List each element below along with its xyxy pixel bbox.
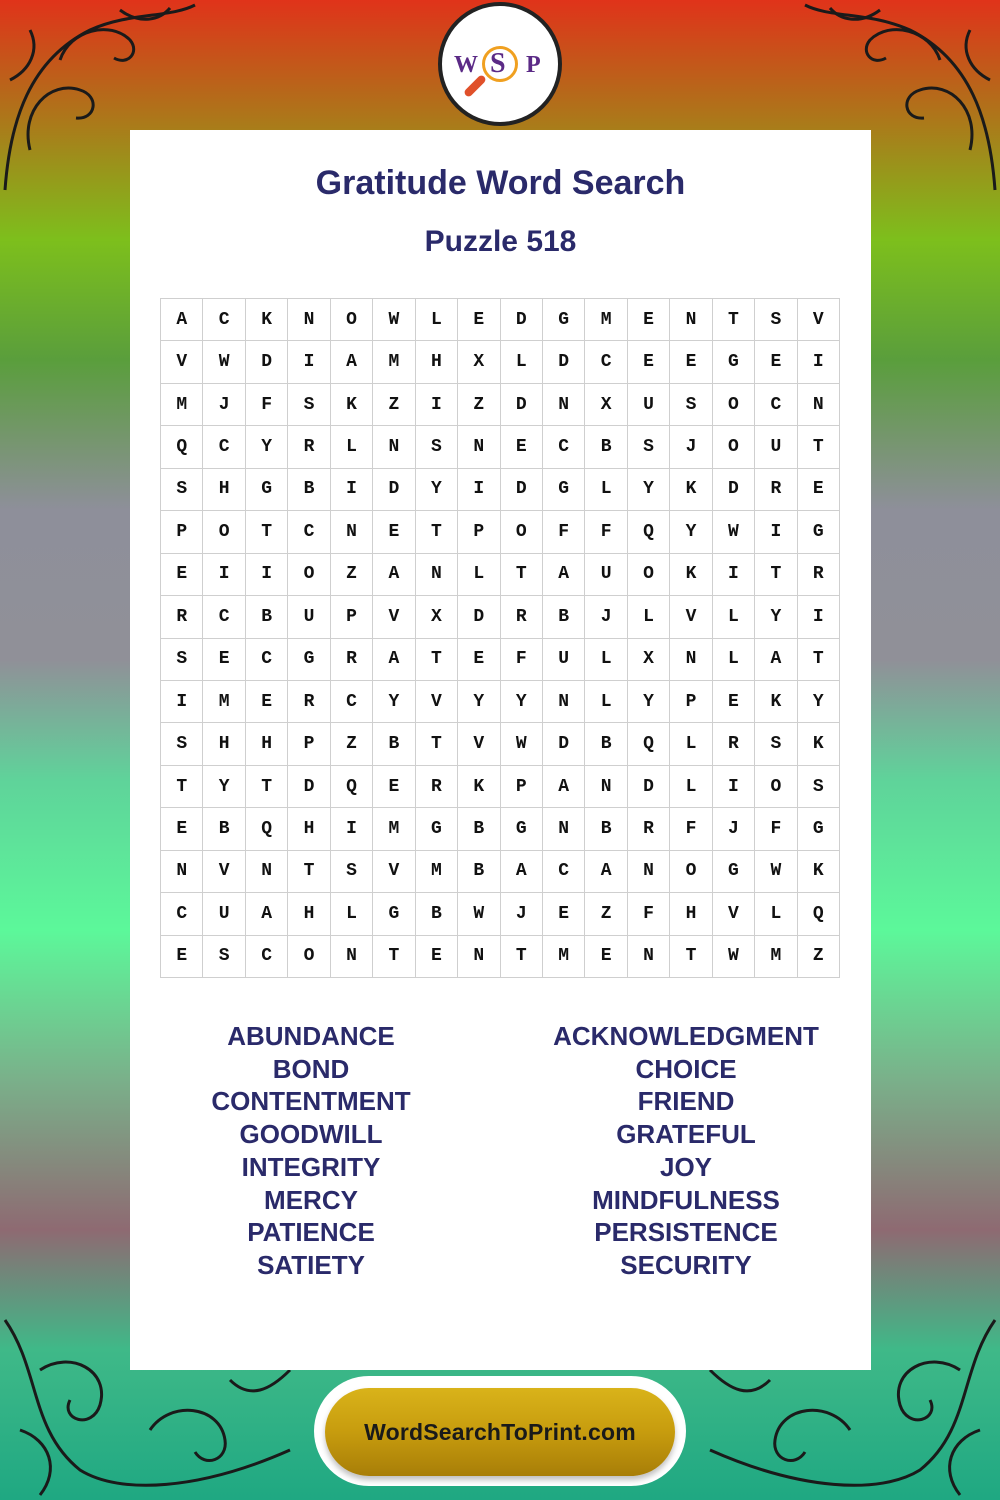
grid-cell[interactable]: N <box>458 936 500 978</box>
footer-link-button[interactable] <box>325 1388 675 1476</box>
footer-site-name: WordSearchToPrint.com <box>364 1418 636 1445</box>
grid-cell[interactable]: E <box>203 639 245 681</box>
grid-cell[interactable]: Q <box>246 808 288 850</box>
grid-cell[interactable]: R <box>288 426 330 468</box>
grid-cell[interactable]: C <box>246 936 288 978</box>
grid-cell[interactable]: O <box>203 511 245 553</box>
grid-cell[interactable]: W <box>755 851 797 893</box>
grid-cell[interactable]: V <box>798 299 840 341</box>
grid-cell[interactable]: Z <box>331 554 373 596</box>
grid-cell[interactable]: B <box>585 426 627 468</box>
grid-cell[interactable]: R <box>713 723 755 765</box>
word-list-left <box>126 1020 496 1282</box>
puzzle-number: Puzzle 518 <box>424 225 577 258</box>
grid-cell[interactable]: C <box>543 426 585 468</box>
word-list-right <box>501 1020 871 1282</box>
grid-cell[interactable]: O <box>501 511 543 553</box>
grid-cell[interactable]: K <box>798 851 840 893</box>
grid-cell[interactable]: A <box>585 851 627 893</box>
word-list-item: MINDFULNESS <box>592 1184 780 1215</box>
grid-cell[interactable]: K <box>670 469 712 511</box>
grid-cell[interactable]: W <box>203 341 245 383</box>
grid-cell[interactable]: U <box>203 893 245 935</box>
grid-cell[interactable]: E <box>713 681 755 723</box>
grid-cell[interactable]: G <box>373 893 415 935</box>
grid-cell[interactable]: U <box>288 596 330 638</box>
grid-cell[interactable]: F <box>670 808 712 850</box>
grid-cell[interactable]: S <box>670 384 712 426</box>
grid-cell[interactable]: D <box>246 341 288 383</box>
grid-cell[interactable]: N <box>798 384 840 426</box>
word-list-item: BOND <box>272 1053 350 1084</box>
grid-cell[interactable]: S <box>331 851 373 893</box>
grid-cell[interactable]: N <box>288 299 330 341</box>
grid-cell[interactable]: E <box>670 341 712 383</box>
grid-cell[interactable]: G <box>713 851 755 893</box>
grid-cell[interactable]: I <box>288 341 330 383</box>
grid-cell[interactable]: D <box>713 469 755 511</box>
grid-cell[interactable]: G <box>501 808 543 850</box>
grid-cell[interactable]: T <box>501 554 543 596</box>
page-title: Gratitude Word Search <box>315 164 686 202</box>
grid-cell[interactable]: M <box>755 936 797 978</box>
grid-cell[interactable]: A <box>755 639 797 681</box>
grid-cell[interactable]: K <box>670 554 712 596</box>
grid-cell[interactable]: F <box>246 384 288 426</box>
grid-cell[interactable]: S <box>161 639 203 681</box>
grid-cell[interactable]: A <box>246 893 288 935</box>
grid-cell[interactable]: G <box>798 808 840 850</box>
word-list-item: GRATEFUL <box>616 1119 756 1150</box>
grid-cell[interactable]: A <box>373 554 415 596</box>
grid-cell[interactable]: E <box>373 511 415 553</box>
grid-cell[interactable]: T <box>373 936 415 978</box>
grid-cell[interactable]: I <box>203 554 245 596</box>
word-list-item: JOY <box>659 1151 713 1182</box>
grid-cell[interactable]: H <box>416 341 458 383</box>
grid-cell[interactable]: E <box>798 469 840 511</box>
grid-cell[interactable]: N <box>416 554 458 596</box>
grid-cell[interactable]: L <box>585 681 627 723</box>
grid-cell[interactable]: D <box>288 766 330 808</box>
grid-cell[interactable]: R <box>331 639 373 681</box>
grid-cell[interactable]: C <box>203 596 245 638</box>
grid-cell[interactable]: I <box>246 554 288 596</box>
grid-cell[interactable]: U <box>755 426 797 468</box>
grid-cell[interactable]: G <box>798 511 840 553</box>
grid-cell[interactable]: C <box>755 384 797 426</box>
grid-cell[interactable]: V <box>373 851 415 893</box>
grid-cell[interactable]: E <box>543 893 585 935</box>
grid-cell[interactable]: W <box>713 936 755 978</box>
grid-cell[interactable]: B <box>585 723 627 765</box>
site-logo[interactable] <box>438 2 562 126</box>
grid-cell[interactable]: S <box>161 723 203 765</box>
grid-cell[interactable]: L <box>713 639 755 681</box>
word-list-item: CHOICE <box>635 1053 737 1084</box>
grid-cell[interactable]: P <box>670 681 712 723</box>
grid-cell[interactable]: E <box>161 936 203 978</box>
grid-cell[interactable]: I <box>458 469 500 511</box>
grid-cell[interactable]: C <box>246 639 288 681</box>
grid-cell[interactable]: K <box>798 723 840 765</box>
grid-cell[interactable]: L <box>501 341 543 383</box>
grid-cell[interactable]: B <box>416 893 458 935</box>
grid-cell[interactable]: N <box>543 808 585 850</box>
grid-cell[interactable]: L <box>331 426 373 468</box>
grid-cell[interactable]: E <box>628 299 670 341</box>
grid-cell[interactable]: I <box>798 341 840 383</box>
grid-cell[interactable]: N <box>543 681 585 723</box>
grid-cell[interactable]: A <box>543 554 585 596</box>
grid-cell[interactable]: E <box>585 936 627 978</box>
grid-cell[interactable]: A <box>543 766 585 808</box>
grid-cell[interactable]: R <box>798 554 840 596</box>
grid-cell[interactable]: P <box>288 723 330 765</box>
grid-cell[interactable]: E <box>373 766 415 808</box>
grid-cell[interactable]: C <box>203 299 245 341</box>
grid-cell[interactable]: P <box>458 511 500 553</box>
grid-cell[interactable]: O <box>288 936 330 978</box>
grid-cell[interactable]: G <box>288 639 330 681</box>
grid-cell[interactable]: N <box>670 299 712 341</box>
grid-cell[interactable]: C <box>543 851 585 893</box>
grid-cell[interactable]: W <box>458 893 500 935</box>
grid-cell[interactable]: M <box>373 808 415 850</box>
grid-cell[interactable]: H <box>670 893 712 935</box>
grid-cell[interactable]: S <box>161 469 203 511</box>
word-list-item: PATIENCE <box>247 1217 375 1248</box>
grid-cell[interactable]: Y <box>628 469 670 511</box>
grid-cell[interactable]: E <box>161 554 203 596</box>
grid-cell[interactable]: J <box>670 426 712 468</box>
word-list-item: INTEGRITY <box>241 1151 381 1182</box>
grid-cell[interactable]: O <box>288 554 330 596</box>
grid-cell[interactable]: H <box>246 723 288 765</box>
grid-cell[interactable]: H <box>288 808 330 850</box>
grid-cell[interactable]: V <box>373 596 415 638</box>
grid-cell[interactable]: Y <box>203 766 245 808</box>
grid-cell[interactable]: L <box>585 639 627 681</box>
grid-cell[interactable]: D <box>458 596 500 638</box>
word-list-item: PERSISTENCE <box>594 1217 778 1248</box>
grid-cell[interactable]: D <box>501 469 543 511</box>
grid-cell[interactable]: I <box>161 681 203 723</box>
grid-cell[interactable]: Y <box>416 469 458 511</box>
grid-cell[interactable]: X <box>458 341 500 383</box>
grid-cell[interactable]: L <box>670 766 712 808</box>
grid-cell[interactable]: U <box>585 554 627 596</box>
puzzle-card <box>130 130 871 1370</box>
word-list-item: CONTENTMENT <box>211 1086 411 1117</box>
grid-cell[interactable]: W <box>501 723 543 765</box>
grid-cell[interactable]: A <box>373 639 415 681</box>
grid-cell[interactable]: H <box>203 723 245 765</box>
grid-cell[interactable]: E <box>501 426 543 468</box>
grid-cell[interactable]: K <box>458 766 500 808</box>
grid-cell[interactable]: M <box>161 384 203 426</box>
grid-cell[interactable]: J <box>713 808 755 850</box>
grid-cell[interactable]: T <box>246 766 288 808</box>
grid-cell[interactable]: L <box>670 723 712 765</box>
grid-cell[interactable]: D <box>543 341 585 383</box>
word-list-item: ACKNOWLEDGMENT <box>553 1021 819 1051</box>
grid-cell[interactable]: I <box>416 384 458 426</box>
grid-cell[interactable]: N <box>161 851 203 893</box>
grid-cell[interactable]: K <box>246 299 288 341</box>
grid-cell[interactable]: Y <box>798 681 840 723</box>
logo-letter-p: P <box>526 52 541 78</box>
grid-cell[interactable]: T <box>798 639 840 681</box>
grid-cell[interactable]: I <box>755 511 797 553</box>
grid-cell[interactable]: G <box>246 469 288 511</box>
grid-cell[interactable]: B <box>543 596 585 638</box>
grid-cell[interactable]: Z <box>331 723 373 765</box>
grid-cell[interactable]: N <box>543 384 585 426</box>
grid-cell[interactable]: Z <box>585 893 627 935</box>
grid-cell[interactable]: G <box>543 469 585 511</box>
grid-cell[interactable]: D <box>501 384 543 426</box>
grid-cell[interactable]: I <box>798 596 840 638</box>
grid-cell[interactable]: S <box>755 723 797 765</box>
grid-cell[interactable]: R <box>628 808 670 850</box>
grid-cell[interactable]: S <box>416 426 458 468</box>
grid-cell[interactable]: H <box>203 469 245 511</box>
grid-cell[interactable]: O <box>670 851 712 893</box>
grid-cell[interactable]: E <box>161 808 203 850</box>
grid-cell[interactable]: G <box>713 341 755 383</box>
grid-cell[interactable]: T <box>755 554 797 596</box>
grid-cell[interactable]: Y <box>458 681 500 723</box>
grid-cell[interactable]: L <box>713 596 755 638</box>
grid-cell[interactable]: F <box>585 511 627 553</box>
word-list-item: MERCY <box>264 1184 358 1215</box>
grid-cell[interactable]: S <box>755 299 797 341</box>
grid-cell[interactable]: M <box>416 851 458 893</box>
grid-cell[interactable]: U <box>543 639 585 681</box>
grid-cell[interactable]: D <box>501 299 543 341</box>
grid-cell[interactable]: Q <box>628 511 670 553</box>
grid-cell[interactable]: F <box>501 639 543 681</box>
grid-cell[interactable]: A <box>501 851 543 893</box>
grid-cell[interactable]: T <box>416 723 458 765</box>
grid-cell[interactable]: L <box>331 893 373 935</box>
grid-cell[interactable]: O <box>755 766 797 808</box>
grid-cell[interactable]: L <box>416 299 458 341</box>
grid-cell[interactable]: N <box>458 426 500 468</box>
grid-cell[interactable]: F <box>755 808 797 850</box>
grid-cell[interactable]: P <box>161 511 203 553</box>
grid-cell[interactable]: Q <box>628 723 670 765</box>
grid-cell[interactable]: R <box>161 596 203 638</box>
grid-cell[interactable]: S <box>288 384 330 426</box>
grid-cell[interactable]: Y <box>755 596 797 638</box>
grid-cell[interactable]: S <box>628 426 670 468</box>
grid-cell[interactable]: I <box>713 554 755 596</box>
grid-cell[interactable]: T <box>798 426 840 468</box>
grid-cell[interactable]: N <box>628 851 670 893</box>
word-list-item: SATIETY <box>257 1249 365 1280</box>
grid-cell[interactable]: L <box>585 469 627 511</box>
grid-cell[interactable]: S <box>798 766 840 808</box>
grid-cell[interactable]: Y <box>670 511 712 553</box>
grid-cell[interactable]: C <box>161 893 203 935</box>
grid-cell[interactable]: N <box>628 936 670 978</box>
grid-cell[interactable]: F <box>543 511 585 553</box>
grid-cell[interactable]: J <box>585 596 627 638</box>
grid-cell[interactable]: R <box>416 766 458 808</box>
grid-cell[interactable]: O <box>331 299 373 341</box>
grid-cell[interactable]: V <box>203 851 245 893</box>
grid-cell[interactable]: X <box>585 384 627 426</box>
grid-cell[interactable]: L <box>755 893 797 935</box>
grid-cell[interactable]: O <box>713 384 755 426</box>
grid-cell[interactable]: I <box>331 469 373 511</box>
letter-grid <box>160 298 840 978</box>
word-list-item: SECURITY <box>620 1249 752 1280</box>
grid-cell[interactable]: H <box>288 893 330 935</box>
grid-cell[interactable]: C <box>585 341 627 383</box>
grid-cell[interactable]: D <box>628 766 670 808</box>
grid-cell[interactable]: T <box>416 639 458 681</box>
grid-cell[interactable]: R <box>755 469 797 511</box>
grid-cell[interactable]: S <box>203 936 245 978</box>
grid-cell[interactable]: Q <box>161 426 203 468</box>
grid-cell[interactable]: B <box>288 469 330 511</box>
grid-cell[interactable]: G <box>416 808 458 850</box>
grid-cell[interactable]: I <box>713 766 755 808</box>
grid-cell[interactable]: D <box>373 469 415 511</box>
grid-cell[interactable]: R <box>501 596 543 638</box>
grid-cell[interactable]: B <box>458 851 500 893</box>
grid-cell[interactable]: A <box>331 341 373 383</box>
grid-cell[interactable]: E <box>755 341 797 383</box>
grid-cell[interactable]: N <box>246 851 288 893</box>
grid-cell[interactable]: K <box>331 384 373 426</box>
grid-cell[interactable]: W <box>713 511 755 553</box>
grid-cell[interactable]: C <box>331 681 373 723</box>
grid-cell[interactable]: B <box>246 596 288 638</box>
grid-cell[interactable]: B <box>458 808 500 850</box>
grid-cell[interactable]: Y <box>501 681 543 723</box>
grid-cell[interactable]: Q <box>331 766 373 808</box>
grid-cell[interactable]: T <box>246 511 288 553</box>
grid-cell[interactable]: M <box>585 299 627 341</box>
word-list-item: ABUNDANCE <box>227 1021 395 1051</box>
grid-cell[interactable]: V <box>161 341 203 383</box>
grid-cell[interactable]: B <box>203 808 245 850</box>
grid-cell[interactable]: T <box>501 936 543 978</box>
grid-cell[interactable]: A <box>161 299 203 341</box>
grid-cell[interactable]: N <box>331 936 373 978</box>
grid-cell[interactable]: O <box>628 554 670 596</box>
grid-cell[interactable]: N <box>585 766 627 808</box>
logo-letter-w: W <box>454 52 478 78</box>
word-list-item: GOODWILL <box>239 1119 383 1150</box>
grid-cell[interactable]: B <box>585 808 627 850</box>
grid-cell[interactable]: V <box>458 723 500 765</box>
grid-cell[interactable]: V <box>416 681 458 723</box>
word-list-item: FRIEND <box>637 1086 735 1117</box>
grid-cell[interactable]: Z <box>798 936 840 978</box>
grid-cell[interactable]: B <box>373 723 415 765</box>
grid-cell[interactable]: C <box>203 426 245 468</box>
grid-cell[interactable]: L <box>458 554 500 596</box>
grid-cell[interactable]: E <box>458 639 500 681</box>
grid-cell[interactable]: Y <box>373 681 415 723</box>
grid-cell[interactable]: V <box>713 893 755 935</box>
grid-cell[interactable]: D <box>543 723 585 765</box>
grid-cell[interactable]: E <box>628 341 670 383</box>
grid-cell[interactable]: J <box>501 893 543 935</box>
grid-cell[interactable]: Z <box>373 384 415 426</box>
grid-cell[interactable]: Y <box>246 426 288 468</box>
grid-cell[interactable]: L <box>628 596 670 638</box>
grid-cell[interactable]: P <box>331 596 373 638</box>
grid-cell[interactable]: M <box>373 341 415 383</box>
grid-cell[interactable]: F <box>628 893 670 935</box>
grid-cell[interactable]: O <box>713 426 755 468</box>
grid-cell[interactable]: Y <box>628 681 670 723</box>
grid-cell[interactable]: Q <box>798 893 840 935</box>
grid-cell[interactable]: X <box>628 639 670 681</box>
grid-cell[interactable]: Z <box>458 384 500 426</box>
grid-cell[interactable]: P <box>501 766 543 808</box>
grid-cell[interactable]: X <box>416 596 458 638</box>
grid-cell[interactable]: U <box>628 384 670 426</box>
grid-cell[interactable]: V <box>670 596 712 638</box>
grid-cell[interactable]: J <box>203 384 245 426</box>
grid-cell[interactable]: I <box>331 808 373 850</box>
grid-cell[interactable]: T <box>416 511 458 553</box>
grid-cell[interactable]: T <box>670 936 712 978</box>
grid-cell[interactable]: N <box>331 511 373 553</box>
grid-cell[interactable]: G <box>543 299 585 341</box>
grid-cell[interactable]: K <box>755 681 797 723</box>
grid-cell[interactable]: W <box>373 299 415 341</box>
logo-letter-s: S <box>490 48 506 79</box>
grid-cell[interactable]: E <box>246 681 288 723</box>
grid-cell[interactable]: T <box>713 299 755 341</box>
grid-cell[interactable]: T <box>161 766 203 808</box>
grid-cell[interactable]: T <box>288 851 330 893</box>
grid-cell[interactable]: R <box>288 681 330 723</box>
grid-cell[interactable]: E <box>416 936 458 978</box>
grid-cell[interactable]: M <box>543 936 585 978</box>
grid-cell[interactable]: E <box>458 299 500 341</box>
grid-cell[interactable]: C <box>288 511 330 553</box>
grid-cell[interactable]: M <box>203 681 245 723</box>
grid-cell[interactable]: N <box>670 639 712 681</box>
grid-cell[interactable]: N <box>373 426 415 468</box>
